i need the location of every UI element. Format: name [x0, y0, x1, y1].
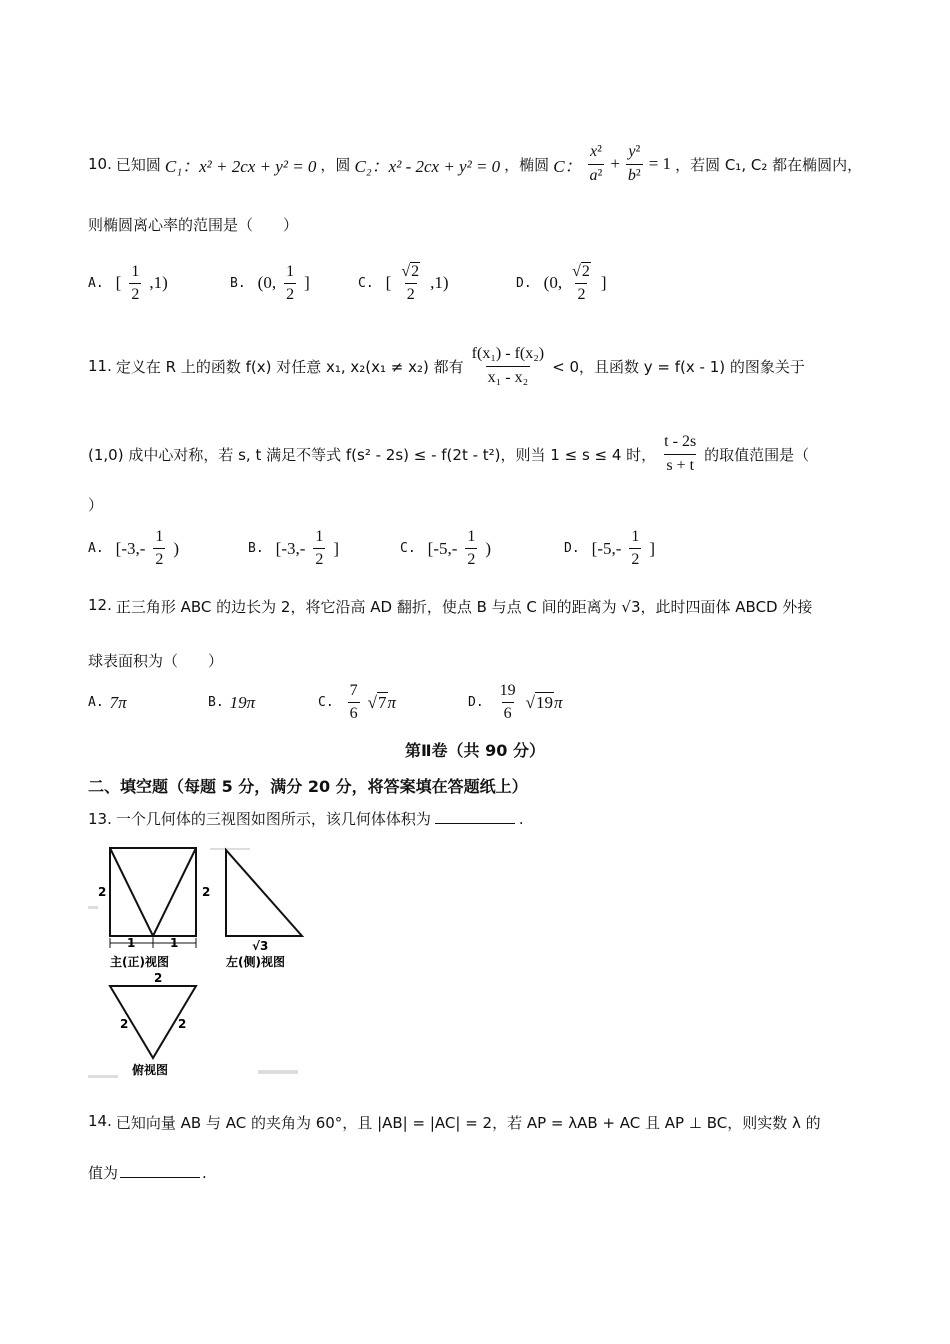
volume-title: 第Ⅱ卷（共 90 分）: [405, 741, 545, 760]
q12-option-b[interactable]: B. 19π: [208, 692, 256, 712]
top-left-dim: 2: [120, 1017, 129, 1031]
q10-option-b[interactable]: B. (0, $\frac{1}{2}$ ]: [230, 262, 310, 303]
three-view-figure: [88, 840, 308, 1090]
q12-line1: [88, 596, 812, 617]
q10-number: 10.: [88, 155, 112, 173]
q14-answer-blank[interactable]: [120, 1163, 200, 1178]
front-view-dimension-lines: [110, 938, 196, 948]
q11-frac-num: f(x₁) - f(x₂): [471, 345, 545, 363]
ellipse-x-term: $\frac{\text{x²}}{\text{a²}}$: [589, 143, 603, 184]
q13-text: 一个几何体的三视图如图所示，该几何体体积为: [115, 810, 431, 828]
q12-option-c[interactable]: C. $\frac{7}{6}$ √7π: [318, 682, 397, 723]
q10-circle1: C₁：x² + 2cx + y² = 0: [164, 156, 317, 176]
q10-sep2: ，椭圆: [504, 155, 550, 174]
q12-option-d[interactable]: D. $\frac{19}{6}$ √19π: [468, 682, 563, 723]
side-view-label: 左(侧)视图: [226, 955, 285, 969]
q14-line1-text: 已知向量 AB 与 AC 的夹角为 60°，且 |AB| = |AC| = 2，若 AP = λAB + AC 且 AP ⊥ BC，则实数 λ 的: [115, 1114, 821, 1132]
q11-ratio: [662, 433, 698, 475]
q11-line2-a: (1,0) 成中心对称，若 s, t 满足不等式 f(s² - 2s) ≤ - f(2t - t²)，则当 1 ≤ s ≤ 4 时，: [88, 445, 657, 464]
q11-option-d[interactable]: D. [-5,- $\frac{1}{2}$ ]: [564, 528, 656, 569]
q12-options: [88, 682, 563, 724]
q13-line: [88, 808, 524, 829]
q14-line2-text: 值为: [88, 1164, 119, 1182]
q12-line2: 球表面积为（ ）: [88, 652, 224, 670]
q11-line1-b: < 0，且函数 y = f(x - 1) 的图象关于: [552, 357, 805, 376]
q10-sep1: ，圆: [320, 155, 351, 174]
front-bottom-left-dim: 1: [127, 936, 136, 950]
q11-line1: [88, 344, 805, 388]
q10-suffix: ，若圆 C₁, C₂ 都在椭圆内，: [675, 155, 863, 174]
top-dim: 2: [154, 971, 163, 985]
q12-option-b-text: 19π: [229, 692, 256, 712]
q11-frac2-num: t - 2s: [664, 433, 697, 451]
front-view: [110, 848, 196, 936]
part-title: 二、填空题（每题 5 分，满分 20 分，将答案填在答题纸上）: [88, 777, 528, 796]
front-left-dim: 2: [98, 885, 107, 899]
q10-line2: 则椭圆离心率的范围是（ ）: [88, 216, 299, 234]
q11-difference-quotient: [470, 345, 546, 387]
q10-prefix: 已知圆: [115, 155, 161, 174]
q12-line1-text: 正三角形 ABC 的边长为 2，将它沿高 AD 翻折，使点 B 与点 C 间的距离为 √3，此时四面体 ABCD 外接: [115, 598, 813, 616]
front-view-label: 主(正)视图: [110, 955, 169, 969]
q10-ellipse-rhs: = 1: [648, 154, 672, 173]
side-bottom-dim: √3: [252, 939, 269, 953]
q11-frac2-den: s + t: [664, 454, 696, 475]
q13-answer-blank[interactable]: [435, 809, 515, 824]
q12-option-a[interactable]: A. 7π: [88, 692, 127, 712]
q14-line2: [88, 1162, 207, 1183]
q10-options: [88, 262, 607, 305]
q10-option-d[interactable]: D. (0, $\frac{√2}{2}$ ]: [516, 263, 607, 304]
q12-option-a-text: 7π: [109, 692, 127, 712]
q13-number: 13.: [88, 810, 112, 828]
q11-frac-den: x₁ - x₂: [486, 366, 530, 387]
q11-line3: ）: [88, 496, 104, 514]
q11-number: 11.: [88, 357, 112, 375]
q10-option-c[interactable]: C. [ $\frac{√2}{2}$ ,1): [358, 263, 449, 304]
q14-end: .: [202, 1164, 207, 1182]
q10-line1: 10. 已知圆 C₁：x² + 2cx + y² = 0 ，圆 C₂：x² - 2cx + y² = 0 ，椭圆 C： $\frac{\text{x²}}{\text{a²}}$ + $\frac{\text{y²}}{\text{b²}}$ = 1 ，若圆 C₁, C₂ 都在椭圆内，: [88, 143, 863, 184]
q11-line2-b: 的取值范围是（: [704, 445, 810, 464]
q11-option-c[interactable]: C. [-5,- $\frac{1}{2}$ ): [400, 528, 492, 569]
q10-circle2: C₂：x² - 2cx + y² = 0: [354, 156, 501, 176]
top-view-label: 俯视图: [132, 1063, 169, 1077]
q12-number: 12.: [88, 596, 112, 614]
q14-line1: [88, 1112, 821, 1133]
q11-option-b[interactable]: B. [-3,- $\frac{1}{2}$ ]: [248, 528, 340, 569]
q11-options: [88, 528, 655, 570]
q11-line1-a: 定义在 R 上的函数 f(x) 对任意 x₁, x₂(x₁ ≠ x₂) 都有: [115, 357, 464, 376]
q14-number: 14.: [88, 1112, 112, 1130]
q10-ellipse-lhs: C：: [553, 156, 582, 176]
q10-option-a[interactable]: A. [ $\frac{1}{2}$ ,1): [88, 262, 168, 303]
q13-end: .: [518, 810, 524, 828]
top-right-dim: 2: [178, 1017, 187, 1031]
q11-line2: [88, 432, 809, 476]
q11-option-a[interactable]: A. [-3,- $\frac{1}{2}$ ): [88, 528, 180, 569]
ellipse-y-term: $\frac{\text{y²}}{\text{b²}}$: [627, 143, 641, 184]
side-view: [226, 850, 302, 936]
front-right-dim: 2: [202, 885, 211, 899]
front-bottom-right-dim: 1: [170, 936, 179, 950]
